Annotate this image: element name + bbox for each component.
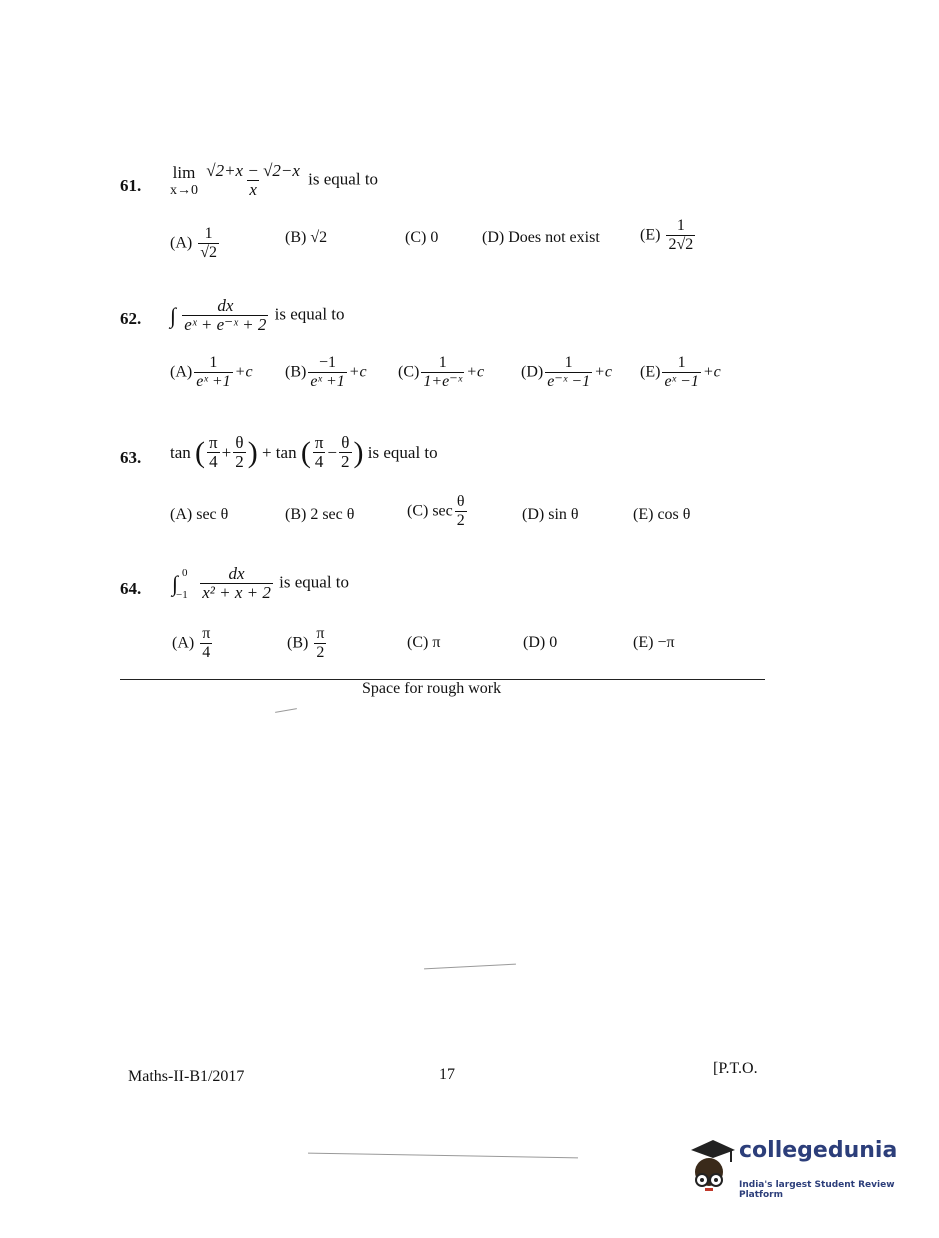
left-paren: (	[300, 435, 311, 469]
option-label: (B)	[285, 229, 307, 246]
option-value: 2 sec θ	[310, 506, 355, 523]
option-value: 0	[549, 634, 558, 651]
collegedunia-logo	[683, 1136, 913, 1200]
option-value: π	[432, 634, 441, 651]
option-label: (C)	[407, 502, 429, 520]
option-function: sec	[432, 502, 453, 520]
option-value: cos θ	[657, 506, 691, 523]
minus-sign: −	[327, 442, 338, 462]
option-label: (B)	[285, 506, 307, 523]
q64-option-c	[407, 634, 440, 652]
integrand-numerator: dx	[228, 564, 245, 583]
limit-fraction	[204, 162, 302, 200]
q62-option-a	[170, 355, 253, 390]
fraction-denominator: 2	[235, 451, 244, 471]
scan-mark	[308, 1153, 578, 1159]
logo-tagline: India's largest Student Review Platform	[739, 1180, 895, 1200]
option-denominator: 2	[456, 511, 465, 529]
question-64-number: 64.	[120, 579, 142, 598]
right-paren: )	[353, 435, 364, 469]
option-label: (B)	[285, 363, 307, 381]
limit-numerator: √2+x − √2−x	[206, 161, 300, 180]
fraction-denominator: 4	[314, 451, 324, 471]
option-numerator: 1	[677, 354, 686, 371]
option-denominator: eˣ +1	[196, 372, 231, 390]
option-fraction	[200, 626, 212, 661]
option-numerator: π	[316, 625, 325, 642]
option-denominator: √2	[200, 243, 217, 261]
option-numerator: 1	[676, 217, 685, 234]
question-61-number: 61.	[120, 176, 142, 195]
integral-sign: ∫	[170, 302, 177, 328]
option-denominator: 2√2	[668, 235, 694, 253]
option-fraction	[308, 355, 346, 390]
option-value: 0	[430, 229, 439, 246]
option-fraction	[314, 626, 326, 661]
option-value: sec θ	[196, 506, 229, 523]
logo-wordmark: collegedunia	[739, 1138, 898, 1163]
option-fraction	[662, 355, 700, 390]
integral-sign: ∫	[172, 570, 179, 596]
fraction-pi-4	[207, 434, 220, 472]
limit-denominator: x	[249, 179, 257, 199]
option-label: (A)	[170, 506, 193, 523]
definite-integral	[172, 567, 194, 601]
integrand-numerator: dx	[217, 296, 234, 315]
question-63-tail: is equal to	[367, 442, 438, 462]
question-64-tail: is equal to	[279, 572, 350, 592]
option-label: (D)	[521, 363, 544, 381]
option-label: (E)	[640, 363, 661, 381]
paper-code: Maths-II-B1/2017	[128, 1068, 245, 1085]
option-fraction	[421, 355, 464, 390]
option-label: (C)	[398, 363, 420, 381]
q64-option-e	[633, 634, 675, 652]
option-value: Does not exist	[508, 229, 600, 246]
option-label: (D)	[482, 229, 505, 246]
option-numerator: 1	[204, 225, 213, 242]
option-label: (E)	[633, 634, 654, 651]
scan-mark	[275, 708, 297, 713]
q61-option-e	[640, 218, 697, 253]
option-label: (D)	[522, 506, 545, 523]
option-denominator: eˣ −1	[664, 372, 699, 390]
fraction-denominator: 2	[341, 451, 350, 471]
page-number: 17	[439, 1066, 455, 1083]
question-64-stem	[172, 565, 349, 603]
option-constant: +c	[348, 363, 367, 381]
option-value: √2	[310, 229, 328, 246]
option-fraction	[666, 218, 695, 253]
option-constant: +c	[702, 363, 721, 381]
fraction-theta-2	[233, 434, 246, 472]
option-numerator: 1	[564, 354, 573, 371]
fraction-numerator: π	[314, 433, 324, 452]
option-label: (C)	[405, 229, 427, 246]
option-label: (C)	[407, 634, 429, 651]
option-value: −π	[657, 634, 675, 651]
q63-option-b	[285, 506, 354, 524]
q63-option-c	[407, 494, 469, 529]
fraction-numerator: θ	[235, 433, 244, 452]
option-label: (B)	[287, 634, 309, 652]
option-fraction	[455, 494, 467, 529]
option-fraction	[545, 355, 592, 390]
q64-option-b	[287, 626, 328, 661]
scan-mark	[424, 964, 516, 970]
option-numerator: θ	[456, 493, 465, 510]
fraction-theta-2	[339, 434, 352, 472]
option-fraction	[198, 226, 219, 261]
option-constant: +c	[234, 363, 253, 381]
option-denominator: 4	[202, 643, 211, 661]
q62-option-b	[285, 355, 367, 390]
fraction-numerator: π	[209, 433, 218, 452]
q62-option-e	[640, 355, 721, 390]
right-paren: )	[247, 435, 258, 469]
rough-work-label: Space for rough work	[362, 680, 502, 697]
option-label: (A)	[172, 634, 195, 652]
option-label: (D)	[523, 634, 546, 651]
q61-option-b	[285, 229, 327, 247]
option-numerator: π	[202, 625, 211, 642]
pto-marker: [P.T.O.	[713, 1060, 758, 1077]
option-constant: +c	[466, 363, 485, 381]
lower-limit: −1	[176, 588, 188, 601]
question-62-number: 62.	[120, 309, 142, 328]
option-denominator: e⁻ˣ −1	[547, 372, 591, 390]
limit-subscript: x→0	[170, 182, 198, 198]
q62-option-d	[521, 355, 612, 390]
mascot-icon	[683, 1136, 737, 1196]
q61-option-a	[170, 226, 221, 261]
integrand-denominator: eˣ + e⁻ˣ + 2	[184, 314, 267, 334]
option-label: (E)	[633, 506, 654, 523]
plus-sign: +	[221, 442, 232, 462]
question-63-number: 63.	[120, 448, 142, 467]
fraction-numerator: θ	[341, 433, 350, 452]
limit-label: lim	[172, 162, 196, 182]
question-63-stem	[170, 434, 438, 472]
option-label: (A)	[170, 234, 193, 252]
question-62-tail: is equal to	[274, 304, 345, 324]
option-denominator: 1+e⁻ˣ	[423, 372, 463, 390]
integrand-denominator: x² + x + 2	[202, 582, 271, 602]
limit	[170, 163, 198, 199]
q64-option-d	[523, 634, 557, 652]
integrand-fraction	[200, 565, 273, 603]
question-61-stem	[170, 162, 378, 200]
tan-function: + tan	[261, 442, 297, 462]
question-62-stem	[170, 297, 345, 335]
q61-option-c	[405, 229, 438, 247]
option-constant: +c	[594, 363, 612, 381]
q62-option-c	[398, 355, 484, 390]
q63-option-a	[170, 506, 228, 524]
q61-option-d	[482, 229, 600, 247]
option-label: (A)	[170, 363, 193, 381]
integrand-fraction	[182, 297, 268, 335]
q63-option-d	[522, 506, 579, 524]
q64-option-a	[172, 626, 214, 661]
option-fraction	[194, 355, 232, 390]
fraction-denominator: 4	[209, 451, 218, 471]
option-numerator: 1	[209, 354, 218, 371]
fraction-pi-4	[313, 434, 326, 472]
question-61-tail: is equal to	[308, 169, 379, 189]
option-value: sin θ	[548, 506, 579, 523]
option-numerator: 1	[438, 354, 447, 371]
option-denominator: eˣ +1	[310, 372, 345, 390]
option-denominator: 2	[316, 643, 325, 661]
tan-function: tan	[170, 442, 191, 462]
left-paren: (	[195, 435, 206, 469]
q63-option-e	[633, 506, 690, 524]
option-numerator: −1	[319, 354, 337, 371]
option-label: (E)	[640, 226, 661, 244]
upper-limit: 0	[182, 566, 188, 579]
